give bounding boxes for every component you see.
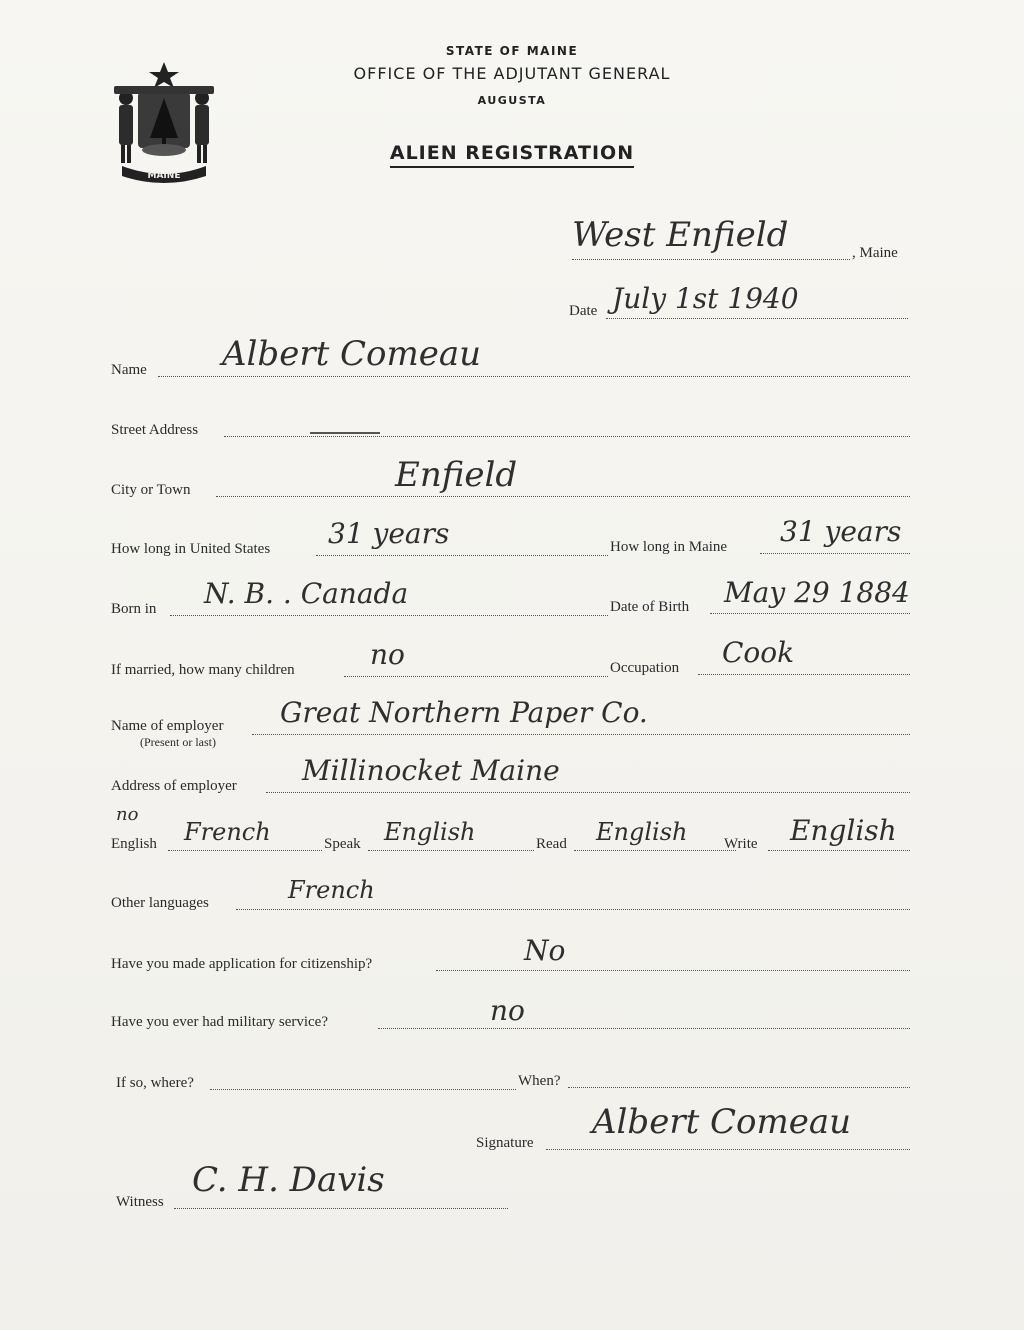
read-line [574, 850, 736, 851]
maine-label: How long in Maine [610, 539, 728, 555]
state-heading: STATE OF MAINE [445, 44, 579, 58]
english-line [168, 850, 322, 851]
signature-value: Albert Comeau [592, 1102, 852, 1142]
other-languages-line [236, 909, 910, 910]
citizenship-line [436, 970, 910, 971]
read-label: Read [536, 836, 567, 852]
maine-line [760, 553, 910, 554]
write-value: English [790, 814, 897, 847]
occupation-label: Occupation [610, 660, 680, 676]
witness-value: C. H. Davis [192, 1160, 385, 1200]
signature-label: Signature [476, 1135, 534, 1151]
witness-line [174, 1208, 508, 1209]
witness-label: Witness [116, 1194, 164, 1210]
employer-line [252, 734, 910, 735]
date-value: July 1st 1940 [612, 282, 799, 315]
when-label: When? [518, 1073, 561, 1089]
children-label: If married, how many children [111, 662, 295, 678]
when-line [568, 1087, 910, 1088]
dob-label: Date of Birth [610, 599, 690, 615]
occupation-line [698, 674, 910, 675]
military-line [378, 1028, 910, 1029]
employer-address-value: Millinocket Maine [302, 754, 560, 787]
name-value: Albert Comeau [222, 334, 482, 374]
english-value: French [184, 818, 271, 846]
place-suffix: , Maine [852, 245, 898, 261]
military-label: Have you ever had military service? [111, 1014, 328, 1030]
us-value: 31 years [328, 517, 450, 550]
write-label: Write [724, 836, 758, 852]
employer-address-line [266, 792, 910, 793]
place-value: West Enfield [572, 215, 789, 255]
name-label: Name [111, 362, 147, 378]
military-value: no [490, 994, 525, 1027]
dob-value: May 29 1884 [724, 576, 910, 609]
employer-sublabel: (Present or last) [140, 735, 216, 749]
other-languages-value: French [288, 876, 375, 904]
speak-line [368, 850, 534, 851]
children-line [344, 676, 608, 677]
street-dash [310, 432, 380, 434]
speak-value: English [384, 818, 476, 846]
place-line [572, 259, 850, 260]
name-line [158, 376, 910, 377]
city-line [216, 496, 910, 497]
date-line [606, 318, 908, 319]
office-heading: OFFICE OF THE ADJUTANT GENERAL [353, 64, 671, 83]
citizenship-value: No [524, 934, 566, 967]
speak-label: Speak [324, 836, 361, 852]
employer-value: Great Northern Paper Co. [280, 696, 648, 729]
dob-line [710, 613, 910, 614]
other-languages-label: Other languages [111, 895, 209, 911]
form-title [0, 142, 1024, 164]
occupation-value: Cook [722, 636, 795, 669]
seal-text: MAINE [147, 171, 181, 181]
employer-label: Name of employer [111, 718, 224, 734]
employer-address-label: Address of employer [111, 778, 237, 794]
city-heading: AUGUSTA [477, 94, 547, 107]
where-label: If so, where? [116, 1075, 194, 1091]
english-note: no [116, 804, 139, 825]
city-value: Enfield [395, 455, 518, 495]
city-label: City or Town [111, 482, 191, 498]
street-line [224, 436, 910, 437]
signature-line [546, 1149, 910, 1150]
form-title-text: ALIEN REGISTRATION [390, 142, 634, 168]
us-line [316, 555, 608, 556]
date-label: Date [569, 303, 598, 319]
born-label: Born in [111, 601, 157, 617]
citizenship-label: Have you made application for citizenship? [111, 956, 373, 972]
read-value: English [596, 818, 688, 846]
born-value: N. B. . Canada [204, 577, 409, 610]
where-line [210, 1089, 516, 1090]
born-line [170, 615, 608, 616]
street-label: Street Address [111, 422, 199, 438]
children-value: no [370, 638, 405, 671]
english-label: English [111, 836, 157, 852]
write-line [768, 850, 910, 851]
us-label: How long in United States [111, 541, 271, 557]
maine-value: 31 years [780, 515, 902, 548]
